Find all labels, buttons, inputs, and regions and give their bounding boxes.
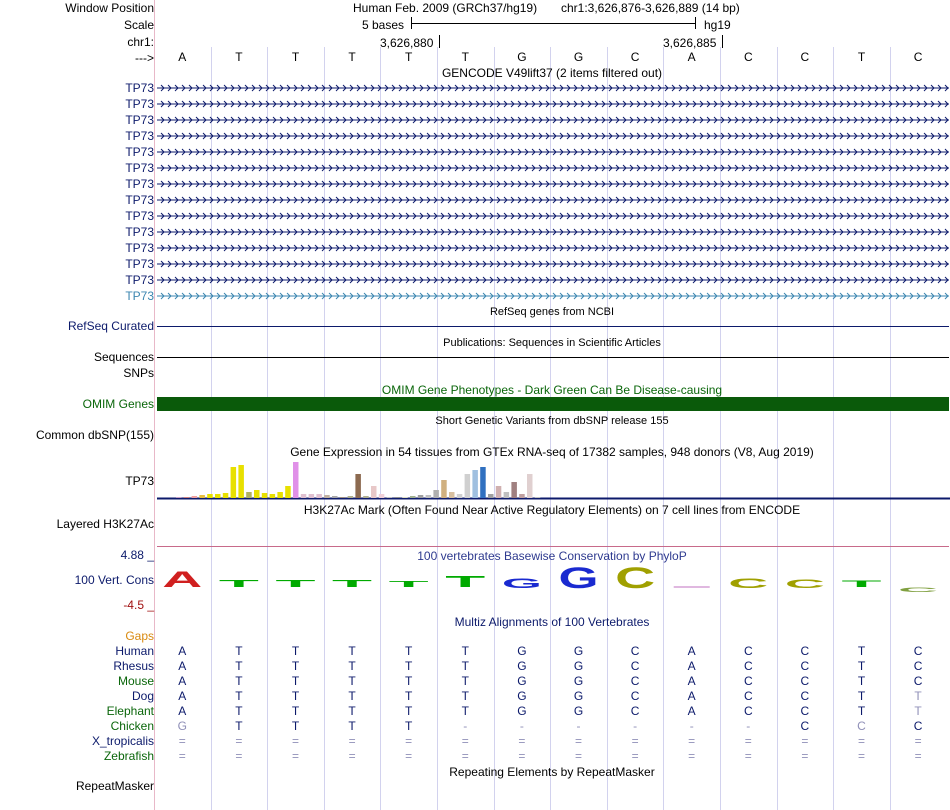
alignment-base: G [517,659,527,673]
coord-label-2: 3,626,885 [663,36,717,50]
gtex-title[interactable]: Gene Expression in 54 tissues from GTEx RNA-seq of 17382 samples, 948 donors (V8, Aug 2019) [290,445,814,459]
alignment-base: C [800,704,810,718]
gtex-tissue-bar[interactable] [301,494,307,498]
pubs-title[interactable]: Publications: Sequences in Scientific Articles [443,337,661,349]
alignment-base: C [743,659,753,673]
alignment-base: T [461,689,469,703]
species-label[interactable]: Rhesus [113,659,154,673]
species-label[interactable]: Human [115,644,154,658]
alignment-base: T [291,719,300,733]
gencode-item-label[interactable]: TP73 [125,273,154,287]
position-text: chr1:3,626,876-3,626,889 (14 bp) [561,1,740,15]
alignment-base: T [461,644,469,658]
alignment-base: = [518,749,526,763]
alignment-base: G [517,644,527,658]
alignment-base: - [463,719,468,733]
alignment-base: = [801,734,809,748]
species-label[interactable]: Dog [131,689,154,703]
gtex-tissue-bar[interactable] [488,494,494,498]
gencode-item-label[interactable]: TP73 [125,209,154,223]
base-letter: G [517,50,527,64]
alignment-base: - [633,719,638,733]
gtex-tissue-bar[interactable] [535,497,541,498]
alignment-base: - [689,719,694,733]
alignment-base: C [857,719,866,733]
alignment-base: - [519,719,524,733]
cons-logo-letter[interactable]: C [898,588,945,594]
gtex-tissue-bar[interactable] [355,474,361,498]
gtex-tissue-bar[interactable] [192,496,198,498]
alignment-base: T [235,689,243,703]
alignment-base: A [687,659,696,673]
strand-label: ---> [135,51,154,65]
alignment-base: T [291,674,300,688]
base-letter: G [573,50,584,64]
gtex-tissue-bar[interactable] [340,497,346,498]
species-label[interactable]: Zebrafish [103,749,154,763]
cons-logo-letter[interactable]: G [501,575,543,591]
gtex-tissue-bar[interactable] [223,493,229,498]
alignment-base: T [405,659,413,673]
gtex-tissue-bar[interactable] [472,470,478,498]
species-label[interactable]: Mouse [117,674,154,688]
refseq-line[interactable] [157,326,949,327]
alignment-base: = [405,749,413,763]
refseq-title[interactable]: RefSeq genes from NCBI [489,306,615,318]
gencode-transcript[interactable] [157,257,949,271]
label-separator [154,0,155,810]
alignment-base: = [744,734,752,748]
alignment-base: A [178,659,187,673]
gencode-transcript[interactable] [157,177,949,191]
base-letter: A [178,50,187,64]
gencode-item-label[interactable]: TP73 [125,257,154,271]
alignment-base: C [743,704,753,718]
gtex-tissue-bar[interactable] [387,497,393,498]
alignment-base: C [800,674,810,688]
alignment-base: = [744,749,752,763]
gtex-tissue-bar[interactable] [527,474,533,498]
alignment-base: C [630,689,640,703]
alignment-base: = [178,749,186,763]
gaps-label: Gaps [125,629,154,643]
omim-label[interactable]: OMIM Genes [82,397,154,411]
base-letter: T [857,50,866,64]
alignment-base: T [291,689,300,703]
species-label[interactable]: Elephant [106,704,154,718]
dbsnp-label[interactable]: Common dbSNP(155) [35,428,154,442]
gtex-tissue-bar[interactable] [332,496,338,498]
cons-logo-letter[interactable]: A [162,567,203,592]
alignment-base: C [913,719,923,733]
alignment-base: - [746,719,751,733]
alignment-base: C [743,674,753,688]
base-letter: T [461,50,469,64]
gencode-item-label[interactable]: TP73 [125,129,154,143]
scale-label: Scale [123,18,154,32]
gencode-item-label[interactable]: TP73 [125,81,154,95]
alignment-base: A [687,704,696,718]
base-letter: T [235,50,243,64]
alignment-base: C [630,674,640,688]
dbsnp-title[interactable]: Short Genetic Variants from dbSNP release 155 [435,415,669,427]
alignment-base: C [800,659,810,673]
omim-bar[interactable] [157,397,949,411]
alignment-base: T [348,674,356,688]
gtex-tissue-bar[interactable] [519,494,525,498]
gtex-tissue-bar[interactable] [176,497,182,498]
alignment-base: T [348,704,356,718]
repeat-label[interactable]: RepeatMasker [75,779,154,793]
alignment-base: T [235,644,243,658]
alignment-base: A [178,674,187,688]
base-letter: C [630,50,640,64]
gtex-tissue-bar[interactable] [504,492,510,498]
alignment-base: C [743,644,753,658]
alignment-base: A [178,704,187,718]
gencode-transcript[interactable] [157,289,949,303]
alignment-base: C [800,689,810,703]
coord-tick-1 [439,35,440,48]
gtex-tissue-bar[interactable] [371,486,377,498]
alignment-base: = [631,734,639,748]
alignment-base: C [743,689,753,703]
gtex-tissue-bar[interactable] [433,490,439,498]
gencode-transcript[interactable] [157,209,949,223]
alignment-base: T [857,659,866,673]
cons-logo-letter[interactable]: C [728,575,769,591]
h3k27ac-title[interactable]: H3K27Ac Mark (Often Found Near Active Regulatory Elements) on 7 cell lines from ENCODE [303,503,801,517]
alignment-base: C [800,719,810,733]
gencode-item-label[interactable]: TP73 [125,289,154,303]
base-letter: A [687,50,696,64]
gencode-transcript[interactable] [157,113,949,127]
alignment-base: T [348,719,356,733]
species-label[interactable]: X_tropicalis [91,734,154,748]
gtex-tissue-bar[interactable] [270,494,276,498]
gencode-item-label[interactable]: TP73 [125,225,154,239]
gencode-transcript[interactable] [157,273,949,287]
base-letter: T [291,50,300,64]
alignment-base: T [235,704,243,718]
h3k27ac-baseline [157,546,949,547]
gencode-item-label[interactable]: TP73 [125,113,154,127]
omim-title[interactable]: OMIM Gene Phenotypes - Dark Green Can Be Disease-causing [381,383,723,397]
base-letter: T [348,50,356,64]
alignment-base: G [573,644,584,658]
alignment-base: A [178,689,187,703]
base-letter: C [743,50,753,64]
gtex-tissue-bar[interactable] [262,493,268,498]
alignment-base: A [687,689,696,703]
alignment-base: T [291,659,300,673]
cons-logo-letter[interactable]: T [332,579,373,590]
alignment-base: = [857,749,865,763]
gencode-transcript[interactable] [157,193,949,207]
assembly-title: Human Feb. 2009 (GRCh37/hg19) [353,1,538,15]
cons-logo-letter[interactable]: T [218,579,259,590]
alignment-base: G [517,689,527,703]
h3k27ac-label[interactable]: Layered H3K27Ac [56,517,154,531]
alignment-base: T [914,689,922,703]
alignment-base: C [630,659,640,673]
gtex-tissue-bar[interactable] [254,490,260,498]
alignment-base: C [800,644,810,658]
gencode-transcript[interactable] [157,225,949,239]
cons-max: 4.88 _ [120,548,154,562]
base-letter: C [913,50,923,64]
alignment-base: G [517,704,527,718]
alignment-base: T [461,659,469,673]
alignment-base: T [914,704,922,718]
alignment-base: T [348,644,356,658]
alignment-base: T [405,674,413,688]
alignment-base: A [178,644,187,658]
gtex-tissue-bar[interactable] [324,495,330,498]
alignment-base: T [405,644,413,658]
conservation-logo[interactable] [157,560,950,600]
alignment-base: = [235,749,243,763]
alignment-base: - [576,719,581,733]
alignment-base: T [461,674,469,688]
gtex-tissue-bar[interactable] [238,465,244,498]
alignment-base: T [291,704,300,718]
pubs-label[interactable]: Sequences [93,350,154,364]
alignment-base: A [687,644,696,658]
alignment-base: = [291,734,299,748]
alignment-base: C [913,674,923,688]
cons-logo-letter[interactable]: C [784,577,827,591]
gtex-label[interactable]: TP73 [125,474,154,488]
gtex-tissue-bar[interactable] [231,467,237,498]
gtex-tissue-bar[interactable] [418,495,424,498]
alignment-base: T [405,719,413,733]
gtex-tissue-bar[interactable] [449,492,455,498]
gtex-tissue-bar[interactable] [293,462,299,498]
gtex-tissue-bar[interactable] [348,496,354,498]
gtex-tissue-bar[interactable] [246,492,252,498]
base-letter: C [800,50,810,64]
alignment-base: = [405,734,413,748]
gtex-tissue-bar[interactable] [207,494,213,498]
alignment-base: G [573,704,584,718]
alignment-base: C [913,644,923,658]
alignment-base: T [857,644,866,658]
alignment-base: T [405,704,413,718]
alignment-base: G [177,719,187,733]
gtex-tissue-bar[interactable] [184,497,190,498]
alignment-base: G [573,659,584,673]
gencode-transcript[interactable] [157,81,949,95]
alignment-base: T [348,689,356,703]
alignment-base: = [914,734,922,748]
gtex-tissue-bar[interactable] [394,497,400,498]
alignment-base: T [235,719,243,733]
scale-text: 5 bases [362,18,405,32]
gencode-item-label[interactable]: TP73 [125,97,154,111]
repeat-title[interactable]: Repeating Elements by RepeatMasker [449,765,655,779]
alignment-base: = [178,734,186,748]
gencode-transcript[interactable] [157,97,949,111]
cons-min: -4.5 _ [123,598,154,612]
cons-logo-letter[interactable]: T [841,579,886,589]
gencode-item-label[interactable]: TP73 [125,161,154,175]
alignment-base: = [574,749,582,763]
alignment-base: = [914,749,922,763]
snps-label[interactable]: SNPs [123,366,154,380]
gencode-item-label[interactable]: TP73 [125,193,154,207]
base-letter: T [405,50,413,64]
alignment-base: = [461,749,469,763]
alignment-base: = [857,734,865,748]
alignment-base: T [405,689,413,703]
alignment-base: = [461,734,469,748]
alignment-base: G [573,689,584,703]
alignment-base: = [291,749,299,763]
cons-logo-letter[interactable]: T [275,579,316,590]
cons-logo-letter[interactable]: T [388,580,430,589]
gtex-tissue-bar[interactable] [363,496,369,498]
gencode-item-label[interactable]: TP73 [125,177,154,191]
alignment-base: T [348,659,356,673]
coord-tick-2 [722,35,723,48]
gtex-bar-chart[interactable] [157,460,950,502]
alignment-base: T [235,674,243,688]
gencode-item-label[interactable]: TP73 [125,145,154,159]
alignment-base: T [291,644,300,658]
alignment-base: A [687,674,696,688]
alignment-base: G [517,674,527,688]
gtex-tissue-bar[interactable] [285,486,291,498]
gtex-tissue-bar[interactable] [277,492,283,498]
cons-logo-letter[interactable]: C [615,562,656,595]
gtex-tissue-bar[interactable] [496,486,502,498]
gtex-tissue-bar[interactable] [465,474,471,498]
alignment-base: T [857,689,866,703]
coord-label-1: 3,626,880 [380,36,434,50]
alignment-base: T [857,674,866,688]
chr-label: chr1: [127,35,154,49]
cons-title[interactable]: 100 vertebrates Basewise Conservation by PhyloP [417,549,687,563]
alignment-base: = [518,734,526,748]
gtex-tissue-bar[interactable] [426,495,432,498]
multiz-title[interactable]: Multiz Alignments of 100 Vertebrates [454,615,650,629]
alignment-base: C [913,659,923,673]
db-text: hg19 [704,18,731,32]
gtex-tissue-bar[interactable] [379,494,385,498]
gtex-tissue-bar[interactable] [316,494,322,498]
gencode-title[interactable]: GENCODE V49lift37 (2 items filtered out) [441,66,663,80]
alignment-base: G [573,674,584,688]
gencode-item-label[interactable]: TP73 [125,241,154,255]
window-position-label: Window Position [65,1,154,15]
gencode-transcript[interactable] [157,145,949,159]
alignment-base: = [348,749,356,763]
cons-label[interactable]: 100 Vert. Cons [74,573,154,587]
gencode-transcript[interactable] [157,161,949,175]
gtex-tissue-bar[interactable] [309,494,315,498]
cons-logo-letter[interactable]: G [558,562,599,595]
refseq-label[interactable]: RefSeq Curated [67,319,154,333]
gtex-tissue-bar[interactable] [199,495,205,498]
gtex-tissue-bar[interactable] [410,496,416,498]
species-label[interactable]: Chicken [110,719,154,733]
alignment-base: = [235,734,243,748]
alignment-base: = [688,734,696,748]
alignment-base: = [348,734,356,748]
alignment-base: C [630,644,640,658]
gtex-tissue-bar[interactable] [215,494,221,498]
gencode-transcript[interactable] [157,129,949,143]
gtex-tissue-bar[interactable] [457,494,463,498]
alignment-base: T [235,659,243,673]
gtex-tissue-bar[interactable] [441,480,447,498]
gencode-transcript[interactable] [157,241,949,255]
alignment-base: T [461,704,469,718]
alignment-base: T [857,704,866,718]
alignment-base: = [631,749,639,763]
alignment-base: = [801,749,809,763]
alignment-base: = [574,734,582,748]
pubs-line[interactable] [157,357,949,358]
alignment-base: C [630,704,640,718]
gtex-tissue-bar[interactable] [402,497,408,498]
gtex-tissue-bar[interactable] [511,482,517,498]
alignment-base: = [688,749,696,763]
cons-logo-letter[interactable]: T [445,574,487,591]
gtex-tissue-bar[interactable] [480,467,486,498]
